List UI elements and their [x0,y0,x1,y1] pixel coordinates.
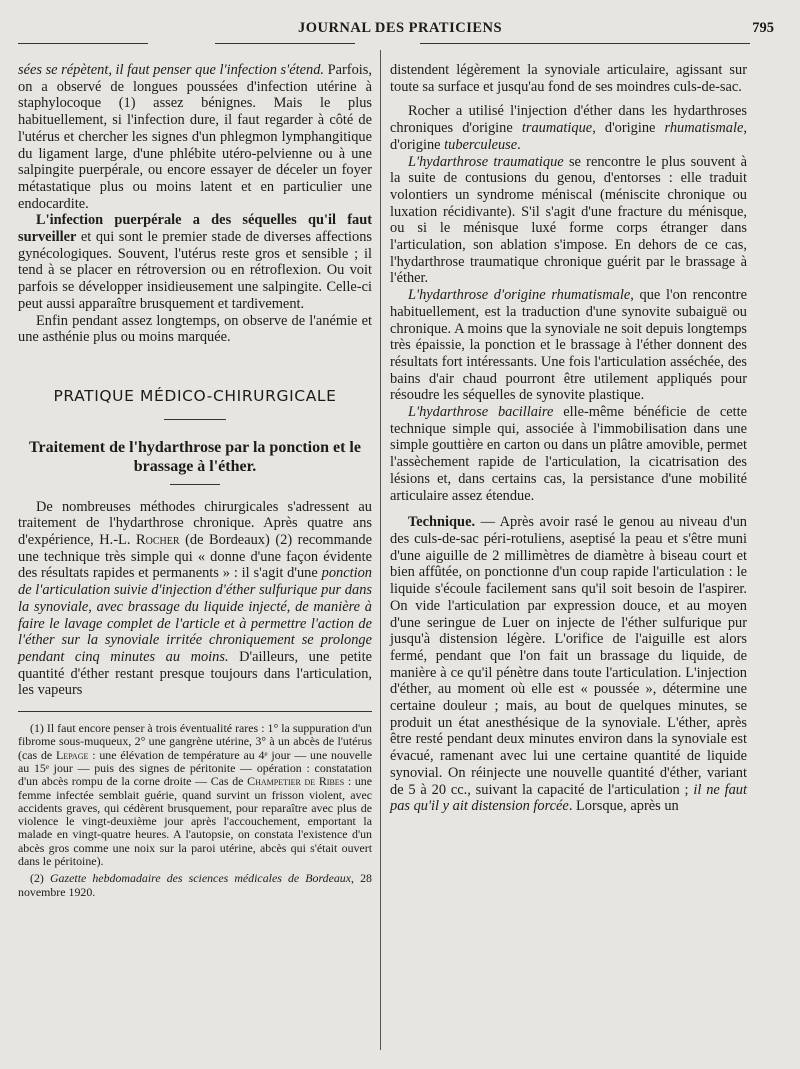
paragraph [390,404,747,504]
footnote-italic: Gazette hebdomadaire des sciences médicales de Bordeaux [49,871,352,886]
footnote-text: : une élévation de température au 4ᵉ jour — une nouvelle au 15ᵉ jour — puis des signes de péritonite — opération : constatation d'un abcès rompu de la corne droite — Cas de [18,747,373,789]
italic-text: il ne faut pas qu'il y ait distension forcée [390,781,747,815]
italic-text: tuberculeuse [444,136,518,153]
paragraph-text: , d'origine [390,120,747,153]
paragraph-text: Parfois, on a observé de longues poussées d'infection utérine à staphylocoque (1) assez bénignes. Mais le plus habituellement, si l'infection dure, il faut regarder à côté de l'utérus et chercher les signes d'un phlegmon lymphangitique du ligament large, d'une phlébite utéro-pelvienne ou à une salpingite puerpérale, ou encore essayer de déceler un foyer métastatique plus ou moins latent et en particulier une endocardite. [18,62,372,212]
footnote-text: : une femme infectée semblait guérie, quand survint un frisson violent, avec accidents graves, qui cédèrent brusquement, pour reparaître avec plus de violence le vingt-deuxième jour après l'accouchement, emportant la malade en vingt-quatre heures. A l'autopsie, on constata l'existence d'un abcès gros comme une noix sur la paroi utérine, abcès qui s'était ouvert dans le péritoine). [18,774,372,869]
journal-title: JOURNAL DES PRATICIENS [297,20,503,36]
footnote-text: , 28 novembre 1920. [18,871,372,899]
footnote-1 [18,722,372,868]
left-column [18,62,372,899]
paragraph [390,154,747,288]
page-number: 795 [752,20,774,36]
footnote-name: Champetier de Ribes [247,774,345,789]
page-header [0,20,800,42]
header-rule-mid [215,43,355,44]
paragraph-text: elle-même bénéficie de cette technique simple qui, associée à l'immobilisation dans une simple gouttière en carton ou dans un plâtre amovible, permet l'assèchement rapide de l'articulation, la cicatrisation des lésions et, dans certains cas, la persistance d'une mobilité articulaire assez étendue. [390,404,747,504]
header-rule-right [420,43,750,44]
paragraph-text: D'ailleurs, une petite quantité d'éther restant presque toujours dans l'articulation, les vapeurs [18,648,372,699]
footnote-2 [18,872,372,899]
paragraph-text: — Après avoir rasé le genou au niveau d'un des culs-de-sac péri-rotuliens, aseptisé la peau et s'être muni d'une aiguille de 2 millimètres de diamètre à biseau court et bien affûtée, on ponctionne d'un coup rapide l'articulation : le liquide s'écoule facilement sans qu'il soit besoin de l'aspirer. On vide l'articulation par expression douce, et au moyen d'une seringue de Luer on injecte de l'éther sulfurique pur jusqu'à distension légère. L'orifice de l'aiguille est alors fermé, pendant que l'on fait un brassage du liquide, de manière à ce qu'il pénètre dans toute l'articulation. L'injection d'éther, au moment où elle est « poussée », détermine une certaine douleur ; mais, au bout de quelques minutes, se produit un état anesthésique de la synoviale. L'éther, après être resté pendant deux minutes environ dans la synoviale est évacué, ramenant avec lui une certaine quantité de liquide synovial. On réinjecte une nouvelle quantité d'éther, variant de 5 à 20 cc., suivant la capacité de l'articulation ; [390,514,747,798]
italic-text: L'hydarthrose bacillaire [408,404,554,421]
paragraph-text: , d'origine [592,120,665,137]
italic-text: L'hydarthrose traumatique [408,153,564,170]
paragraph [18,62,372,212]
footnote-text: (1) Il faut encore penser à trois éventualité rares : 1° la suppuration d'un fibrome sous-muqueux, 2° une gangrène utérine, 3° à un abcès de l'utérus (cas de [18,721,372,762]
italic-text: traumatique [521,120,593,137]
paragraph-text: . [517,136,521,153]
paragraph-text: se rencontre le plus souvent à la suite de contusions du genou, d'entorses : elle traduit volontiers un syndrome méniscal (méniscite chronique ou luxation récidivante). S'il s'agit d'une fracture du ménisque, ou si le ménisque luxé forme corps étranger dans l'articulation, son ablation s'impose. En dehors de ce cas, l'hydarthrose traumatique chronique guérit par le brassage à l'éther. [390,153,748,287]
paragraph-text: (de Bordeaux) (2) recommande une technique très simple qui « donne d'une façon évidente des résultats rapides et permanents » : il s'agit d'une [18,532,372,582]
italic-text: ponction de l'articulation suivie d'injection d'éther sulfurique pur dans la synoviale, avec brassage du liquide injecté, de manière à faire le lavage complet de l'article et à permettre l'action de l'éther sur la synoviale irritée chroniquement se prolonge pendant cinq minutes au moins. [18,565,372,665]
article-title: Traitement de l'hydarthrose par la ponction et le brassage à l'éther. [29,438,361,475]
paragraph [390,514,747,815]
paragraph-text: De nombreuses méthodes chirurgicales s'adressent au traitement de l'hydarthrose chronique. Après quatre ans d'expérience, H.-L. [18,498,372,549]
paragraph-text: et qui sont le premier stade de diverses affections gynécologiques. Souvent, l'utérus reste gros et sensible ; il tend à se placer en rétroversion ou en rétroflexion. Ou voit parfois se développer insidieusement une salpingite. Celle-ci peut aussi apparaître brusquement et tardivement. [18,229,372,312]
paragraph: distendent légèrement la synoviale articulaire, agissant sur toute sa surface et jusqu'au fond de ses moindres culs-de-sac. [390,62,747,95]
paragraph [18,499,372,699]
paragraph: Enfin pendant assez longtemps, on observe de l'anémie et une asthénie plus ou moins marquée. [18,312,372,346]
paragraph-text: . Lorsque, après un [568,798,679,815]
bold-text: L'infection puerpérale a des séquelles qu'il faut surveiller [18,212,372,246]
footnote-text: (2) [30,871,50,886]
paragraph [18,212,372,312]
author-name: Rocher [136,532,180,549]
italic-text: sées se répètent, il faut penser que l'infection s'étend. [18,62,324,78]
right-column [390,62,747,815]
italic-text: L'hydarthrose d'origine rhumatismale [408,287,631,304]
header-rule-left [18,43,148,44]
footnote-name: Lepage [56,747,89,762]
bold-text: Technique. [408,514,476,531]
paragraph [390,103,747,153]
paragraph-text: Rocher a utilisé l'injection d'éther dans les hydarthroses chroniques d'origine [390,103,747,137]
title-rule [170,484,220,485]
footnote-rule [18,711,372,712]
paragraph-text: , que l'on rencontre habituellement, est la traduction d'une synovite subaiguë ou chronique. A moins que la synoviale ne soit depuis longtemps très épaissie, la ponction et le brassage à l'éther donnent des résultats fort intéressants. Une fois l'articulation asséchée, des bains d'air chaud pourront être utilement appliqués pour résoudre les séquelles de synovite plastique. [390,287,747,404]
italic-text: rhumatismale [664,120,744,137]
section-heading: PRATIQUE MÉDICO-CHIRURGICALE [53,386,337,405]
section-rule [164,419,226,420]
paragraph [390,287,747,404]
column-divider [380,50,381,1050]
